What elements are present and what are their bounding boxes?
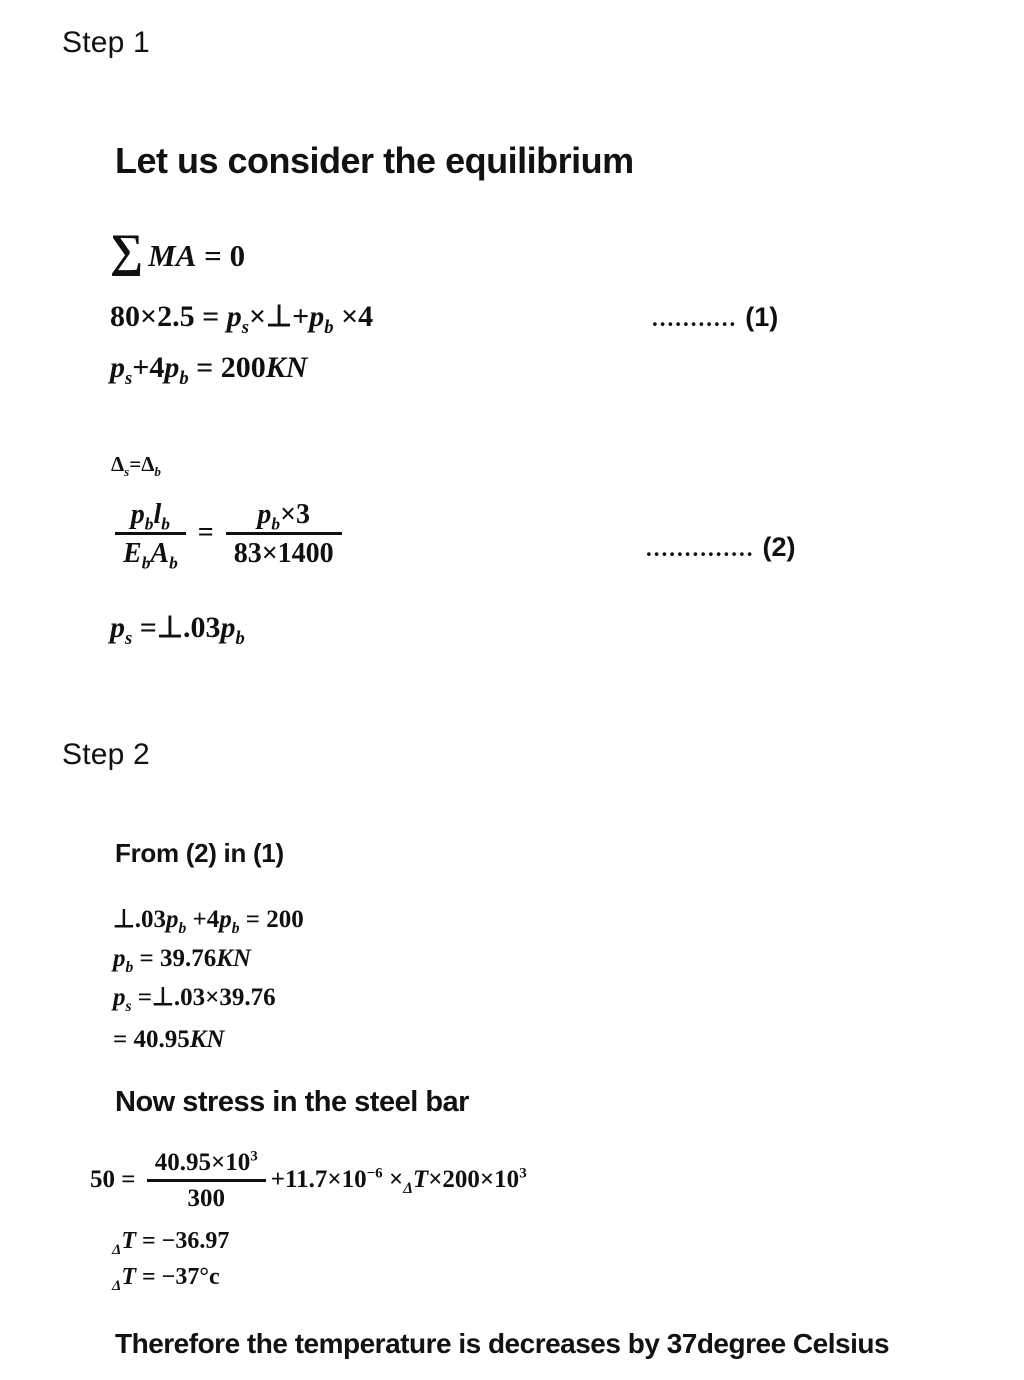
ps-value-equation: = 40.95KN (113, 1026, 225, 1053)
equation-2: $\frac{p_bl_b}{E_bA_b}$ = $\frac{p_b\times 3}{83\times 1400}$ (110, 500, 347, 569)
equation-number: (2) (762, 532, 796, 562)
equation-1-reference (652, 302, 778, 333)
intro-heading: Let us consider the equilibrium (115, 140, 634, 181)
ps-expression-equation: $p_s$ =⊥.03×39.76 (113, 984, 276, 1015)
delta-t-rounded-equation: $_\Delta$T = −37°c (112, 1264, 220, 1294)
dots-leader: ........... (652, 306, 738, 331)
stress-heading: Now stress in the steel bar (115, 1086, 469, 1118)
equation-1: $80\times 2.5 = p_s\times\perp+p_b \times 4$ (110, 300, 374, 338)
equation-1-result: $p_s+4p_b = 200KN$ (110, 351, 308, 389)
substitution-heading: From (2) in (1) (115, 838, 284, 868)
conclusion-text: Therefore the temperature is decreases by 37degree Celsius (115, 1328, 890, 1359)
equation-2-result: $p_s$ $=\perp.03p_b$ (110, 611, 245, 649)
equation-2-reference (646, 532, 796, 563)
equation-moment-sum: ∑ MA = 0 (110, 226, 246, 277)
step1-label: Step 1 (62, 26, 150, 59)
dots-leader: .............. (646, 536, 755, 561)
substitution-equation: $\perp.03p_b +4p_b = 200$ (113, 906, 304, 937)
delta-t-equation: $_\Delta$T = −36.97 (112, 1228, 230, 1258)
equation-number: (1) (745, 302, 779, 332)
stress-equation: 50 = $\frac{40.95\times 10^3}{300}$ $+11.7\times 10^{-6} \times_\Delta T\times 200\times 10^3$ (90, 1148, 527, 1213)
step2-label: Step 2 (62, 738, 150, 771)
pb-value-equation: $p_b = 39.76KN$ (113, 945, 251, 976)
compatibility-condition: $\Delta_s=\Delta_b$ (111, 452, 161, 480)
